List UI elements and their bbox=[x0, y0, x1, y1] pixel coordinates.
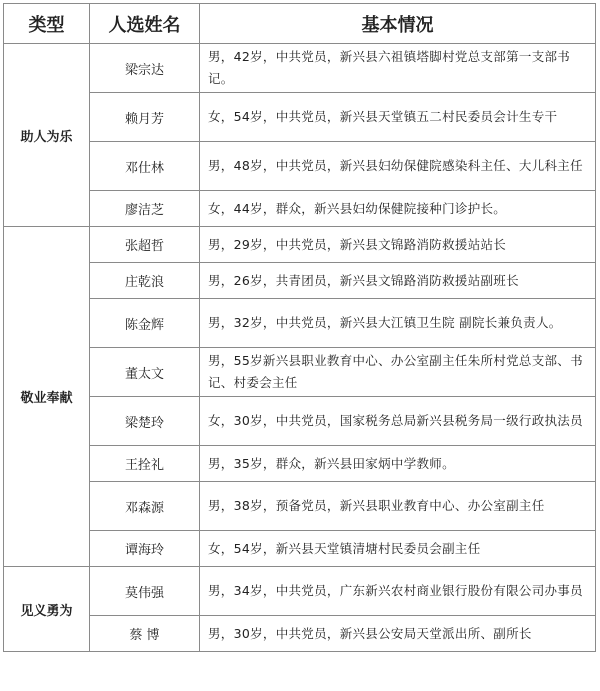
category-cell: 助人为乐 bbox=[4, 44, 90, 227]
name-cell: 张超哲 bbox=[90, 227, 200, 263]
name-cell: 庄乾浪 bbox=[90, 263, 200, 299]
table-row bbox=[4, 397, 596, 446]
info-cell: 男，48岁，中共党员，新兴县妇幼保健院感染科主任、大儿科主任 bbox=[200, 142, 596, 191]
info-cell: 男，38岁，预备党员，新兴县职业教育中心、办公室副主任 bbox=[200, 482, 596, 531]
info-cell: 男，35岁，群众，新兴县田家炳中学教师。 bbox=[200, 446, 596, 482]
header-info: 基本情况 bbox=[200, 4, 596, 44]
table-row bbox=[4, 531, 596, 567]
info-cell: 男，42岁，中共党员，新兴县六祖镇塔脚村党总支部第一支部书记。 bbox=[200, 44, 596, 93]
info-cell: 男，26岁，共青团员，新兴县文锦路消防救援站副班长 bbox=[200, 263, 596, 299]
table-row bbox=[4, 567, 596, 616]
category-cell: 敬业奉献 bbox=[4, 227, 90, 567]
table-row bbox=[4, 142, 596, 191]
info-cell: 男，34岁，中共党员，广东新兴农村商业银行股份有限公司办事员 bbox=[200, 567, 596, 616]
info-cell: 女，54岁，中共党员，新兴县天堂镇五二村民委员会计生专干 bbox=[200, 93, 596, 142]
info-cell: 男，30岁，中共党员，新兴县公安局天堂派出所、副所长 bbox=[200, 616, 596, 652]
table-row bbox=[4, 299, 596, 348]
name-cell: 王拴礼 bbox=[90, 446, 200, 482]
info-cell: 女，54岁，新兴县天堂镇清塘村民委员会副主任 bbox=[200, 531, 596, 567]
header-type: 类型 bbox=[4, 4, 90, 44]
name-cell: 陈金辉 bbox=[90, 299, 200, 348]
table-row bbox=[4, 348, 596, 397]
table-row bbox=[4, 44, 596, 93]
table-row bbox=[4, 227, 596, 263]
table-row bbox=[4, 482, 596, 531]
name-cell: 谭海玲 bbox=[90, 531, 200, 567]
info-cell: 男，32岁，中共党员，新兴县大江镇卫生院 副院长兼负责人。 bbox=[200, 299, 596, 348]
header-name: 人选姓名 bbox=[90, 4, 200, 44]
table-row bbox=[4, 191, 596, 227]
info-cell: 女，44岁，群众，新兴县妇幼保健院接种门诊护长。 bbox=[200, 191, 596, 227]
header-row bbox=[4, 4, 596, 44]
name-cell: 莫伟强 bbox=[90, 567, 200, 616]
name-cell: 邓仕林 bbox=[90, 142, 200, 191]
table-row bbox=[4, 263, 596, 299]
name-cell: 梁楚玲 bbox=[90, 397, 200, 446]
name-cell: 梁宗达 bbox=[90, 44, 200, 93]
info-cell: 男，29岁，中共党员，新兴县文锦路消防救援站站长 bbox=[200, 227, 596, 263]
name-cell: 蔡 博 bbox=[90, 616, 200, 652]
table-row bbox=[4, 93, 596, 142]
name-cell: 赖月芳 bbox=[90, 93, 200, 142]
info-cell: 男，55岁新兴县职业教育中心、办公室副主任朱所村党总支部、书记、村委会主任 bbox=[200, 348, 596, 397]
table-row bbox=[4, 616, 596, 652]
info-cell: 女，30岁，中共党员，国家税务总局新兴县税务局一级行政执法员 bbox=[200, 397, 596, 446]
category-cell: 见义勇为 bbox=[4, 567, 90, 652]
name-cell: 董太文 bbox=[90, 348, 200, 397]
table-row bbox=[4, 446, 596, 482]
candidate-table bbox=[3, 3, 596, 652]
name-cell: 廖洁芝 bbox=[90, 191, 200, 227]
name-cell: 邓森源 bbox=[90, 482, 200, 531]
